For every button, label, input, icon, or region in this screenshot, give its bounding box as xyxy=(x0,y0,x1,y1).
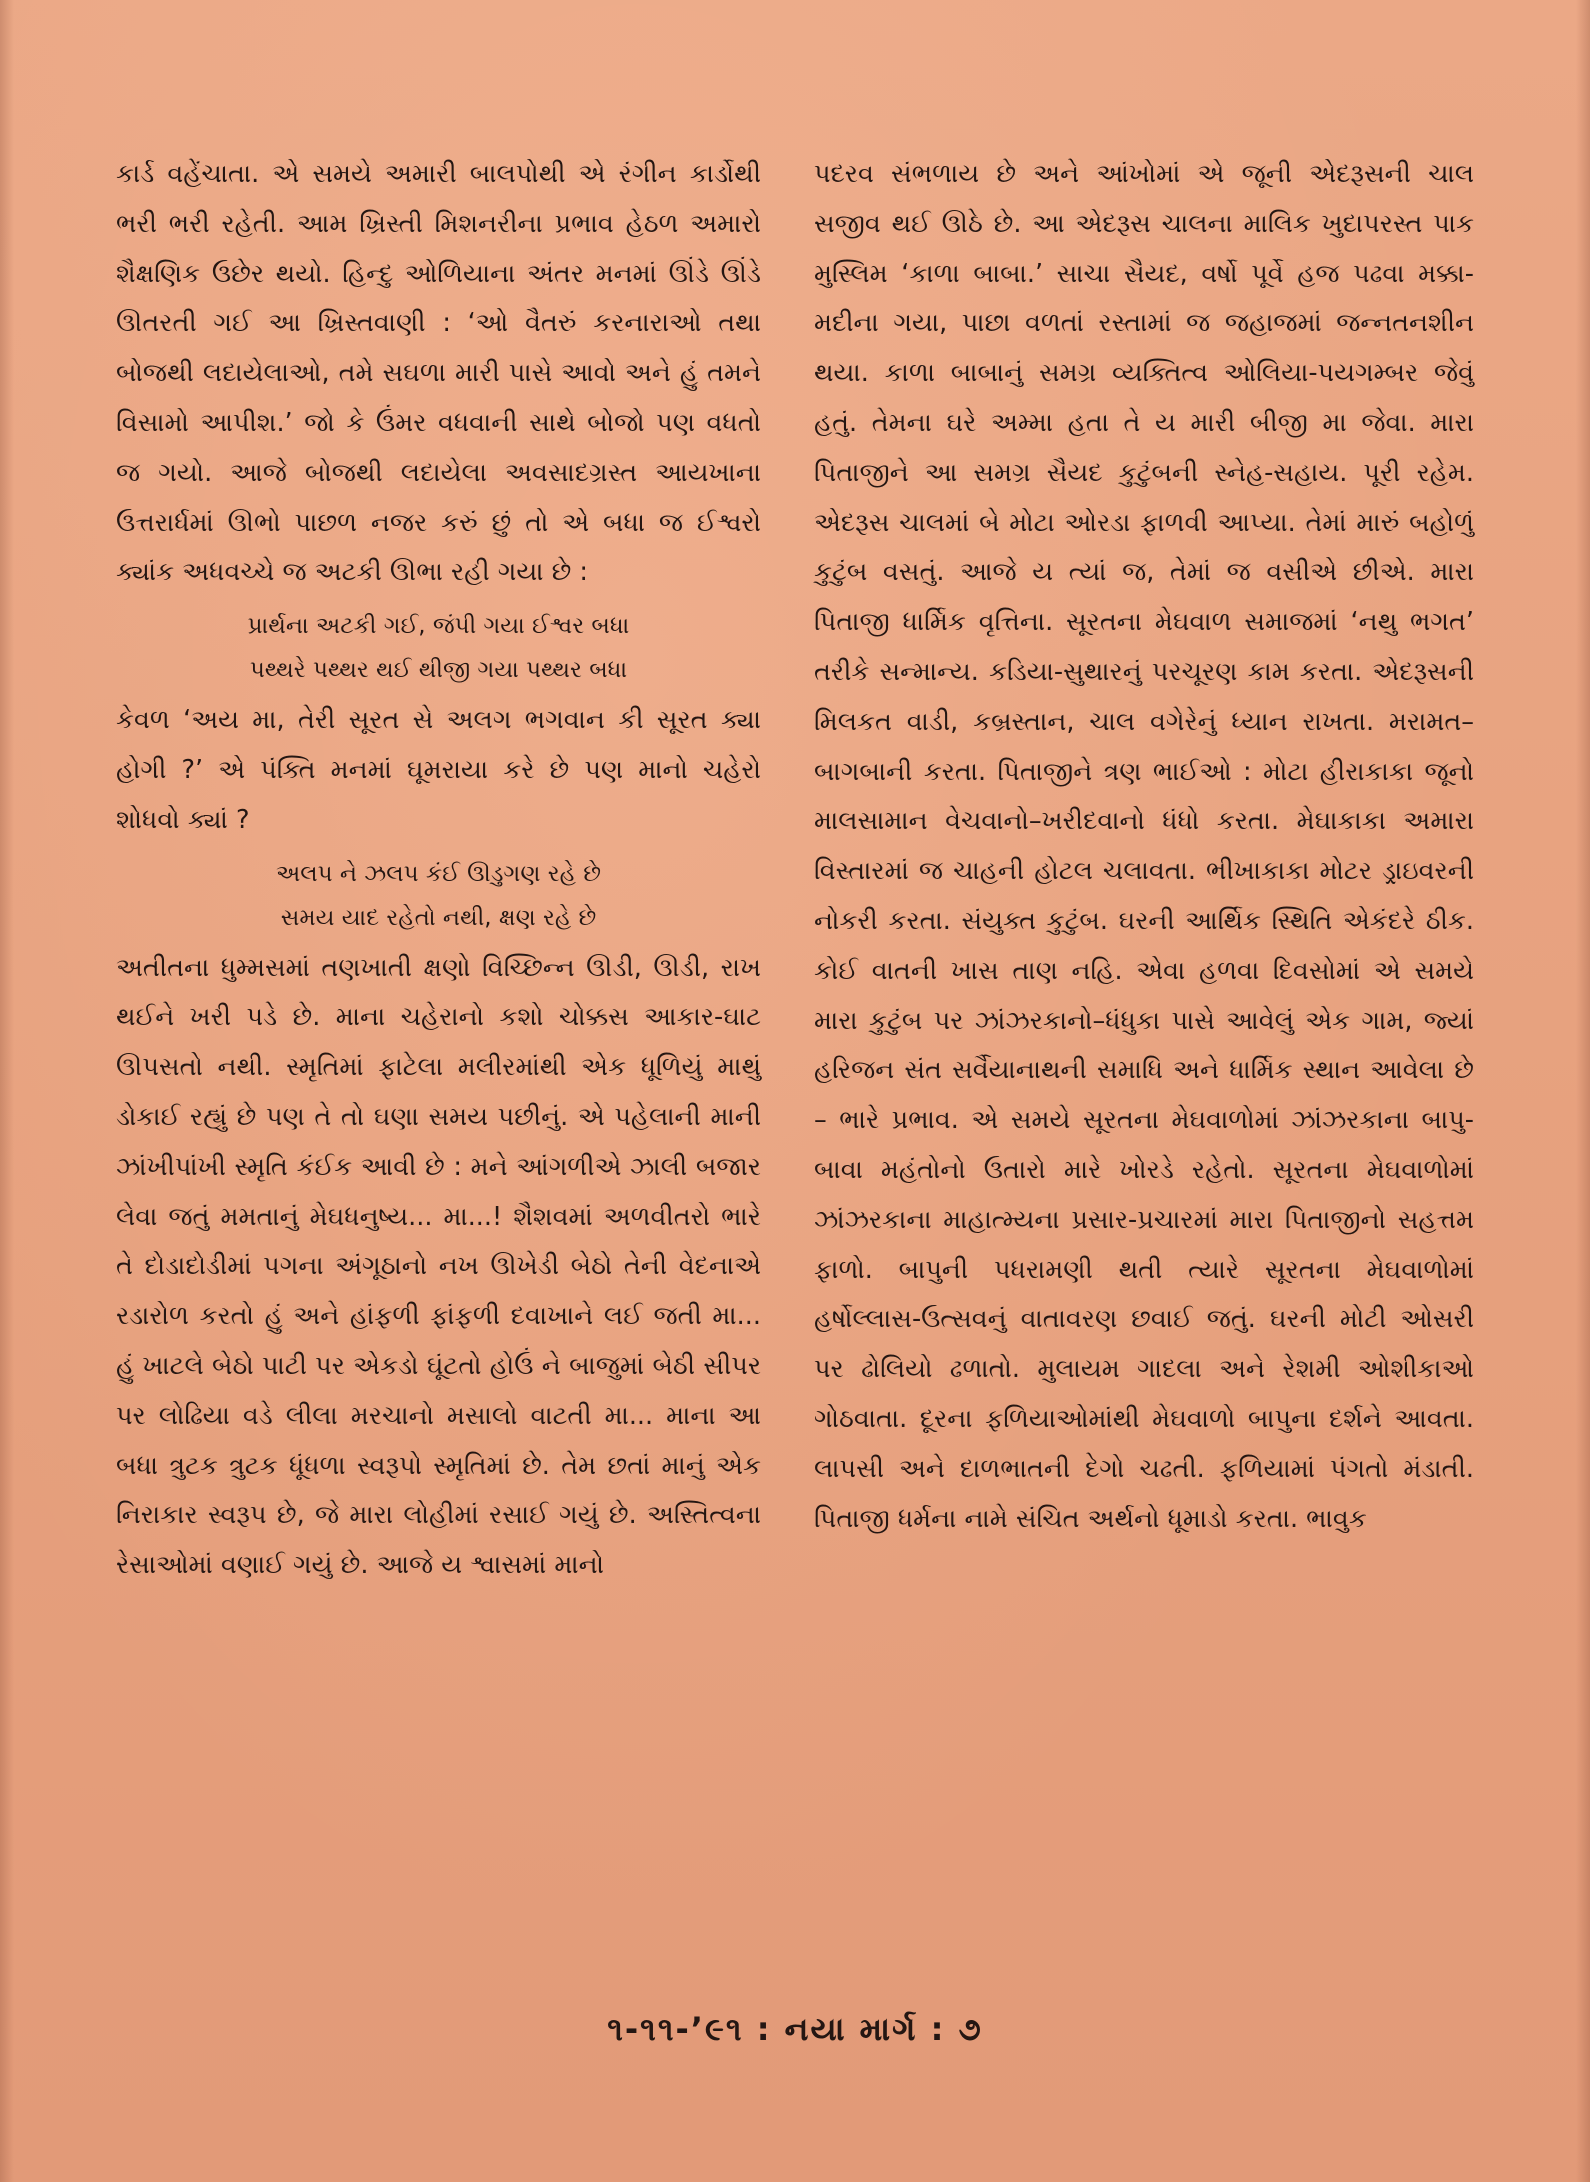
page-footer: ૧-૧૧-’૯૧ : નયા માર્ગ : ૭ xyxy=(607,2010,983,2048)
left-paragraph-1: કાર્ડ વહેંચાતા. એ સમયે અમારી બાલપોથી એ રંગીન કાર્ડોથી ભરી ભરી રહેતી. આમ ખ્રિસ્તી મિશનરીના પ્રભાવ હેઠળ અમારો શૈક્ષણિક ઉછેર થયો. હિન્દુ ઓળિયાના અંતર મનમાં ઊંડે ઊંડે ઊતરતી ગઈ આ ખ્રિસ્તવાણી : ‘ઓ વૈતરું કરનારાઓ તથા બોજથી લદાયેલાઓ, તમે સઘળા મારી પાસે આવો અને હું તમને વિસામો આપીશ.’ જો કે ઉંમર વધવાની સાથે બોજો પણ વધતો જ ગયો. આજે બોજથી લદાયેલા અવસાદગ્રસ્ત આયખાના ઉત્તરાર્ધમાં ઊભો પાછળ નજર કરું છું તો એ બધા જ ઈશ્વરો ક્યાંક અધવચ્ચે જ અટકી ઊભા રહી ગયા છે : xyxy=(116,159,761,588)
verse-1-line-2: પથ્થરે પથ્થર થઈ થીજી ગયા પથ્થર બધા xyxy=(249,657,628,684)
page-edge-right xyxy=(1576,0,1590,2182)
right-paragraph-1: પદરવ સંભળાય છે અને આંખોમાં એ જૂની એદરૂસની ચાલ સજીવ થઈ ઊઠે છે. આ એદરૂસ ચાલના માલિક ખુદાપરસ્ત પાક મુસ્લિમ ‘કાળા બાબા.’ સાચા સૈયદ, વર્ષો પૂર્વે હજ પઢવા મક્કા-મદીના ગયા, પાછા વળતાં રસ્તામાં જ જહાજમાં જન્નતનશીન થયા. કાળા બાબાનું સમગ્ર વ્યક્તિત્વ ઓલિયા-પયગમ્બર જેવું હતું. તેમના ઘરે અમ્મા હતા તે ય મારી બીજી મા જેવા. મારા પિતાજીને આ સમગ્ર સૈયદ કુટુંબની સ્નેહ-સહાય. પૂરી રહેમ. એદરૂસ ચાલમાં બે મોટા ઓરડા ફાળવી આપ્યા. તેમાં મારું બહોળું કુટુંબ વસતું. આજે ય ત્યાં જ, તેમાં જ વસીએ છીએ. મારા પિતાજી ધાર્મિક વૃત્તિના. સૂરતના મેઘવાળ સમાજમાં ‘નથુ ભગત’ તરીકે સન્માન્ય. કડિયા-સુથારનું પરચૂરણ કામ કરતા. એદરૂસની મિલકત વાડી, કબ્રસ્તાન, ચાલ વગેરેનું ધ્યાન રાખતા. મરામત–બાગબાની કરતા. પિતાજીને ત્રણ ભાઈઓ : મોટા હીરાકાકા જૂનો માલસામાન વેચવાનો–ખરીદવાનો ધંધો કરતા. મેઘાકાકા અમારા વિસ્તારમાં જ ચાહની હોટલ ચલાવતા. ભીખાકાકા મોટર ડ્રાઇવરની નોકરી કરતા. સંયુક્ત કુટુંબ. ઘરની આર્થિક સ્થિતિ એકંદરે ઠીક. કોઈ વાતની ખાસ તાણ નહિ. એવા હળવા દિવસોમાં એ સમયે મારા કુટુંબ પર ઝાંઝરકાનો–ધંધુકા પાસે આવેલું એક ગામ, જ્યાં હરિજન સંત સર્વૈયાનાથની સમાધિ અને ધાર્મિક સ્થાન આવેલા છે – ભારે પ્રભાવ. એ સમયે સૂરતના મેઘવાળોમાં ઝાંઝરકાના બાપુ-બાવા મહંતોનો ઉતારો મારે ખોરડે રહેતો. સૂરતના મેઘવાળોમાં ઝાંઝરકાના માહાત્મ્યના પ્રસાર-પ્રચારમાં મારા પિતાજીનો સહત્તમ ફાળો. બાપુની પધરામણી થતી ત્યારે સૂરતના મેઘવાળોમાં હર્ષોલ્લાસ-ઉત્સવનું વાતાવરણ છવાઈ જતું. ઘરની મોટી ઓસરી પર ઢોલિયો ઢળાતો. મુલાયમ ગાદલા અને રેશમી ઓશીકાઓ ગોઠવાતા. દૂરના ફળિયાઓમાંથી મેઘવાળો બાપુના દર્શને આવતા. લાપસી અને દાળભાતની દેગો ચઢતી. ફળિયામાં પંગતો મંડાતી. પિતાજી ધર્મના નામે સંચિત અર્થનો ધૂમાડો કરતા. ભાવુક xyxy=(814,159,1474,1534)
left-paragraph-3: અતીતના ધુમ્મસમાં તણખાતી ક્ષણો વિચ્છિન્ન ઊડી, ઊડી, રાખ થઈને ખરી પડે છે. માના ચહેરાનો કશો ચોક્કસ આકાર-ઘાટ ઊપસતો નથી. સ્મૃતિમાં ફાટેલા મલીરમાંથી એક ધૂળિયું માથું ડોકાઈ રહ્યું છે પણ તે તો ઘણા સમય પછીનું. એ પહેલાની માની ઝાંખીપાંખી સ્મૃતિ કંઈક આવી છે : મને આંગળીએ ઝાલી બજાર લેવા જતું મમતાનું મેઘધનુષ્ય... મા...! શૈશવમાં અળવીતરો ભારે તે દોડાદોડીમાં પગના અંગૂઠાનો નખ ઊખેડી બેઠો તેની વેદનાએ રડારોળ કરતો હું અને હાંફળી ફાંફળી દવાખાને લઈ જતી મા... હું ખાટલે બેઠો પાટી પર એકડો ઘૂંટતો હોઉં ને બાજુમાં બેઠી સીપર પર લોઢિયા વડે લીલા મરચાનો મસાલો વાટતી મા... માના આ બધા ત્રુટક ત્રુટક ધૂંધળા સ્વરૂપો સ્મૃતિમાં છે. તેમ છતાં માનું એક નિરાકાર સ્વરૂપ છે, જે મારા લોહીમાં રસાઈ ગયું છે. અસ્તિત્વના રેસાઓમાં વણાઈ ગયું છે. આજે ય શ્વાસમાં માનો xyxy=(116,952,761,1581)
right-column xyxy=(814,150,1474,1544)
left-column xyxy=(116,150,761,1591)
verse-1-line-1: પ્રાર્થના અટકી ગઈ, જંપી ગયા ઈશ્વર બધા xyxy=(247,613,630,640)
verse-2-line-2: સમય યાદ રહેતો નથી, ક્ષણ રહે છે xyxy=(280,904,597,931)
page-edge-left xyxy=(0,0,14,2182)
left-paragraph-2: કેવળ ‘અય મા, તેરી સૂરત સે અલગ ભગવાન કી સૂરત ક્યા હોગી ?’ એ પંક્તિ મનમાં ઘૂમરાયા કરે છે પણ માનો ચહેરો શોધવો ક્યાં ? xyxy=(116,705,761,835)
verse-2-line-1: અલપ ને ઝલપ કંઈ ઊડુગણ રહે છે xyxy=(275,860,602,887)
